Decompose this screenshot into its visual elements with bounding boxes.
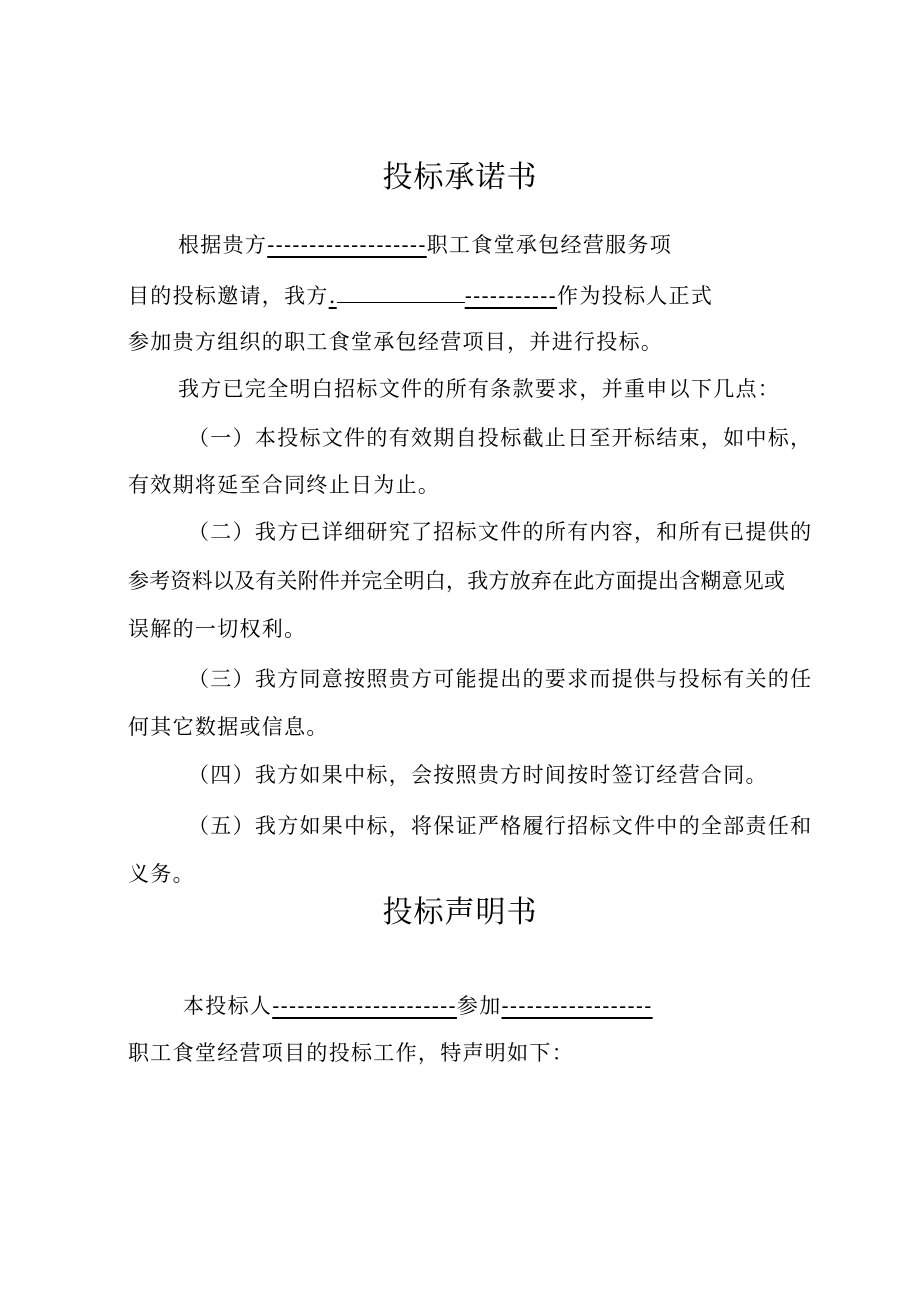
bidder-blank-dot: . [328, 284, 337, 308]
item-1-line-b: 有效期将延至合同终止日为止。 [128, 473, 441, 497]
line1-suffix: 职工食堂承包经营服务项 [426, 233, 673, 257]
item-2-line-c: 误解的一切权利。 [128, 617, 307, 641]
decl-bidder-blank: ---------------------- [272, 994, 457, 1018]
bidder-blank: ----------- [464, 284, 558, 308]
decl-line1-prefix: 本投标人 [183, 994, 273, 1018]
decl-owner-blank: ------------------ [501, 994, 653, 1018]
owner-blank: ------------------- [267, 233, 427, 257]
item-3-line-a: （三）我方同意按照贵方可能提出的要求而提供与投标有关的任 [188, 667, 813, 691]
item-5-line-a: （五）我方如果中标，将保证严格履行招标文件中的全部责任和 [188, 814, 813, 838]
item-1-line-a: （一）本投标文件的有效期自投标截止日至开标结束，如中标， [188, 426, 813, 450]
commitment-intro: 我方已完全明白招标文件的所有条款要求，并重申以下几点： [178, 377, 781, 401]
commitment-line-1 [178, 230, 672, 260]
item-2-line-b: 参考资料以及有关附件并完全明白，我方放弃在此方面提出含糊意见或 [128, 569, 786, 593]
commitment-line-2 [128, 280, 713, 311]
declaration-line-1 [183, 991, 653, 1021]
line2-suffix: 作为投标人正式 [557, 284, 714, 308]
commitment-line-3: 参加贵方组织的职工食堂承包经营项目，并进行投标。 [128, 330, 664, 354]
declaration-title: 投标声明书 [382, 895, 538, 930]
item-2-line-a: （二）我方已详细研究了招标文件的所有内容，和所有已提供的 [188, 520, 813, 544]
line1-prefix: 根据贵方 [178, 233, 268, 257]
item-4: （四）我方如果中标，会按照贵方时间按时签订经营合同。 [188, 763, 768, 787]
decl-line1-mid: 参加 [456, 994, 502, 1018]
line2-prefix: 目的投标邀请，我方 [128, 284, 329, 308]
bidder-blank-line [337, 280, 465, 303]
item-3-line-b: 何其它数据或信息。 [128, 715, 329, 739]
commitment-title: 投标承诺书 [382, 160, 538, 195]
item-5-line-b: 义务。 [128, 862, 195, 886]
declaration-line-2: 职工食堂经营项目的投标工作，特声明如下： [128, 1041, 574, 1065]
